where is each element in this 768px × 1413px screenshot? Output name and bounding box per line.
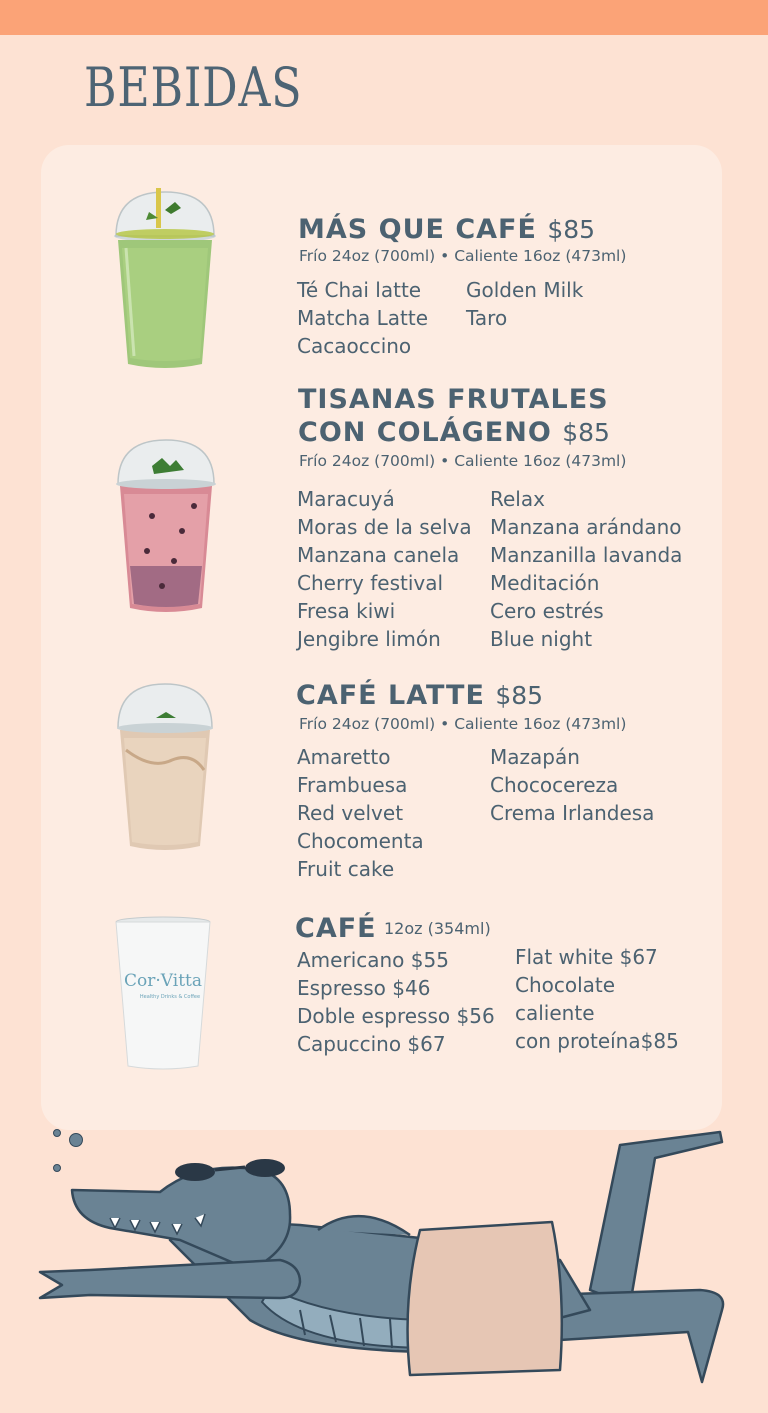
menu-item: Matcha Latte (297, 306, 429, 330)
section-sizes: 12oz (354ml) (384, 919, 491, 938)
menu-item: Cherry festival (297, 571, 444, 595)
menu-item: Manzana canela (297, 543, 460, 567)
page-title: BEBIDAS (84, 56, 303, 119)
section-name: CAFÉ LATTE (296, 680, 485, 711)
item-list-right (466, 276, 583, 332)
menu-item: Espresso $46 (297, 976, 431, 1000)
menu-item: caliente (515, 1001, 595, 1025)
menu-item: Crema Irlandesa (490, 801, 655, 825)
menu-item: Golden Milk (466, 278, 584, 302)
section-title-cafe-latte (296, 679, 543, 712)
section-name: MÁS QUE CAFÉ (298, 214, 537, 245)
item-list-left (297, 485, 472, 653)
item-list-right (490, 743, 654, 827)
menu-item: con proteína$85 (515, 1029, 679, 1053)
menu-item: Fresa kiwi (297, 599, 396, 623)
menu-item: Relax (490, 487, 545, 511)
section-name-line1: TISANAS FRUTALES (298, 384, 609, 415)
menu-item: Doble espresso $56 (297, 1004, 495, 1028)
latte-drink-image (112, 680, 218, 856)
menu-item: Amaretto (297, 745, 391, 769)
item-list-right (490, 485, 682, 653)
section-title-cafe (295, 912, 377, 945)
menu-item: Chocomenta (297, 829, 424, 853)
section-title-tisanas (298, 383, 610, 449)
menu-item: Manzanilla lavanda (490, 543, 683, 567)
menu-item: Té Chai latte (297, 278, 422, 302)
matcha-drink-image (110, 188, 220, 373)
menu-item: Maracuyá (297, 487, 395, 511)
menu-item: Meditación (490, 571, 600, 595)
section-name-line2: CON COLÁGENO (298, 417, 552, 448)
menu-item: Fruit cake (297, 857, 395, 881)
item-list-left (297, 946, 495, 1058)
menu-item: Blue night (490, 627, 593, 651)
menu-item: Moras de la selva (297, 515, 472, 539)
tisana-drink-image (112, 436, 220, 618)
item-list-right (515, 943, 679, 1055)
section-sizes: Frío 24oz (700ml) • Caliente 16oz (473ml) (299, 452, 627, 470)
menu-item: Jengibre limón (297, 627, 441, 651)
item-list-left (297, 743, 424, 883)
section-price: $85 (547, 215, 596, 244)
section-sizes: Frío 24oz (700ml) • Caliente 16oz (473ml) (299, 715, 627, 733)
menu-item: Mazapán (490, 745, 580, 769)
menu-item: Capuccino $67 (297, 1032, 446, 1056)
header-bar (0, 0, 768, 35)
cup-brand-tagline: Healthy Drinks & Coffee (139, 994, 201, 1000)
menu-item: Chocolate (515, 973, 616, 997)
section-price: $85 (562, 418, 610, 447)
menu-item: Chococereza (490, 773, 619, 797)
section-title-mas-que-cafe (298, 213, 595, 246)
menu-item: Manzana arándano (490, 515, 682, 539)
menu-item: Americano $55 (297, 948, 449, 972)
item-list-left (297, 276, 428, 360)
menu-item: Cacaoccino (297, 334, 412, 358)
section-price: $85 (495, 681, 544, 710)
menu-item: Flat white $67 (515, 945, 658, 969)
cup-brand-name: Cor·Vitta (124, 971, 202, 991)
menu-item: Cero estrés (490, 599, 604, 623)
menu-item: Taro (466, 306, 508, 330)
coffee-cup-image (112, 914, 214, 1074)
section-sizes: Frío 24oz (700ml) • Caliente 16oz (473ml) (299, 247, 627, 265)
crocodile-illustration (0, 1120, 768, 1413)
menu-item: Frambuesa (297, 773, 408, 797)
menu-item: Red velvet (297, 801, 404, 825)
section-name: CAFÉ (295, 913, 377, 944)
